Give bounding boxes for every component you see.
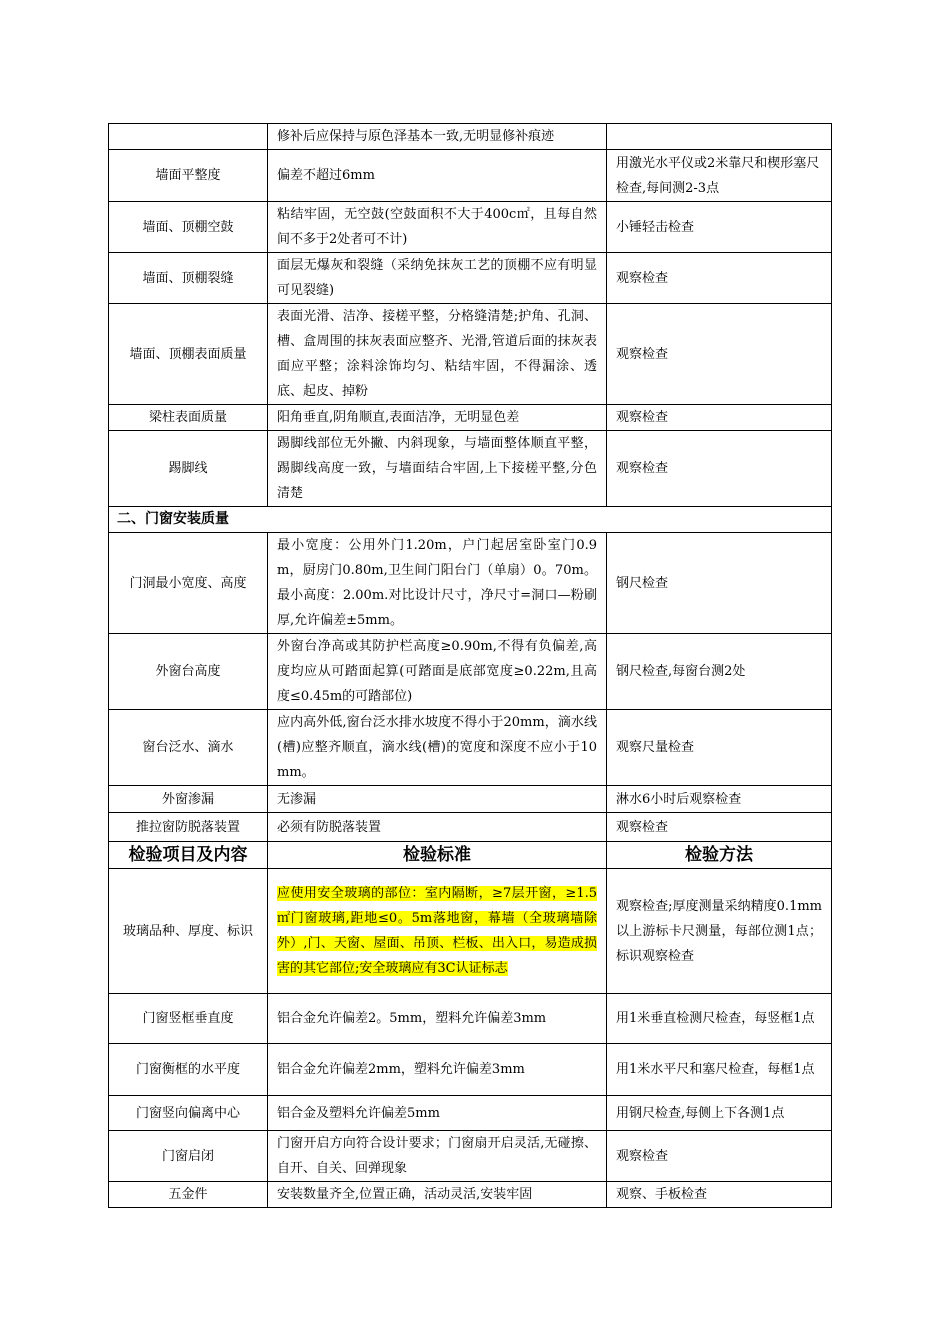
table-row [109, 202, 832, 253]
standard-cell: 踢脚线部位无外撇、内斜现象，与墙面整体顺直平整，踢脚线高度一致，与墙面结合牢固,上下接槎平整,分色清楚 [268, 431, 607, 507]
table-row [109, 1131, 832, 1182]
method-cell: 观察检查 [607, 304, 832, 405]
header-row [109, 842, 832, 869]
item-cell: 踢脚线 [109, 431, 268, 507]
table-row [109, 304, 832, 405]
highlighted-standard-text: 应使用安全玻璃的部位：室内隔断，≥7层开窗，≥1.5㎡门窗玻璃,距地≤0。5m落地窗，幕墙（全玻璃墙除外）,门、天窗、屋面、吊顶、栏板、出入口，易造成损害的其它部位;安全玻璃应有3C认证标志 [277, 886, 597, 976]
method-cell: 用钢尺检查,每侧上下各测1点 [607, 1096, 832, 1131]
table-row [109, 786, 832, 813]
item-cell: 窗台泛水、滴水 [109, 710, 268, 786]
standard-cell: 安装数量齐全,位置正确，活动灵活,安装牢固 [268, 1182, 607, 1208]
standard-cell: 粘结牢固，无空鼓(空鼓面积不大于400c㎡，且每自然间不多于2处者可不计) [268, 202, 607, 253]
method-cell: 小锤轻击检查 [607, 202, 832, 253]
item-cell: 门窗启闭 [109, 1131, 268, 1182]
method-cell: 钢尺检查,每窗台测2处 [607, 634, 832, 710]
table-row [109, 710, 832, 786]
standard-cell: 铝合金允许偏差2mm，塑料允许偏差3mm [268, 1044, 607, 1096]
method-cell: 钢尺检查 [607, 533, 832, 634]
method-cell: 淋水6小时后观察检查 [607, 786, 832, 813]
method-cell: 观察检查 [607, 405, 832, 431]
item-cell: 墙面、顶棚表面质量 [109, 304, 268, 405]
section-title: 二、门窗安装质量 [109, 507, 832, 533]
item-cell: 墙面平整度 [109, 150, 268, 202]
method-cell: 观察、手板检查 [607, 1182, 832, 1208]
header-item: 检验项目及内容 [109, 842, 268, 869]
method-cell: 观察检查;厚度测量采纳精度0.1mm以上游标卡尺测量，每部位测1点；标识观察检查 [607, 869, 832, 994]
table-row [109, 1096, 832, 1131]
standard-cell: 外窗台净高或其防护栏高度≥0.90m,不得有负偏差,高度均应从可踏面起算(可踏面是底部宽度≥0.22m,且高度≤0.45m的可踏部位) [268, 634, 607, 710]
table-row [109, 813, 832, 842]
header-method: 检验方法 [607, 842, 832, 869]
table-row [109, 533, 832, 634]
standard-cell: 无渗漏 [268, 786, 607, 813]
item-cell [109, 124, 268, 150]
header-standard: 检验标准 [268, 842, 607, 869]
table-row [109, 405, 832, 431]
table-row [109, 1044, 832, 1096]
item-cell: 门洞最小宽度、高度 [109, 533, 268, 634]
method-cell: 用1米垂直检测尺检查，每竖框1点 [607, 994, 832, 1044]
item-cell: 梁柱表面质量 [109, 405, 268, 431]
item-cell: 推拉窗防脱落装置 [109, 813, 268, 842]
method-cell: 观察检查 [607, 431, 832, 507]
method-cell: 观察检查 [607, 1131, 832, 1182]
item-cell: 门窗衡框的水平度 [109, 1044, 268, 1096]
table-row [109, 124, 832, 150]
item-cell: 墙面、顶棚空鼓 [109, 202, 268, 253]
method-cell: 观察尺量检查 [607, 710, 832, 786]
item-cell: 外窗台高度 [109, 634, 268, 710]
table-row [109, 994, 832, 1044]
method-cell: 观察检查 [607, 813, 832, 842]
method-cell: 用激光水平仪或2米靠尺和楔形塞尺检查,每间测2-3点 [607, 150, 832, 202]
table-row [109, 634, 832, 710]
item-cell: 五金件 [109, 1182, 268, 1208]
inspection-table [108, 123, 832, 1208]
standard-cell: 最小宽度：公用外门1.20m，户门起居室卧室门0.9m，厨房门0.80m,卫生间门阳台门（单扇）0。70m。最小高度：2.00m.对比设计尺寸，净尺寸=洞口—粉刷厚,允许偏差±5mm。 [268, 533, 607, 634]
item-cell: 玻璃品种、厚度、标识 [109, 869, 268, 994]
table-row [109, 869, 832, 994]
standard-cell: 表面光滑、洁净、接槎平整，分格缝清楚;护角、孔洞、槽、盒周围的抹灰表面应整齐、光滑,管道后面的抹灰表面应平整；涂料涂饰均匀、粘结牢固，不得漏涂、透底、起皮、掉粉 [268, 304, 607, 405]
standard-cell: 面层无爆灰和裂缝（采纳免抹灰工艺的顶棚不应有明显可见裂缝) [268, 253, 607, 304]
standard-cell: 修补后应保持与原色泽基本一致,无明显修补痕迹 [268, 124, 607, 150]
standard-cell: 应内高外低,窗台泛水排水坡度不得小于20mm，滴水线(槽)应整齐顺直，滴水线(槽)的宽度和深度不应小于10mm。 [268, 710, 607, 786]
standard-cell: 门窗开启方向符合设计要求；门窗扇开启灵活,无碰擦、自开、自关、回弹现象 [268, 1131, 607, 1182]
item-cell: 墙面、顶棚裂缝 [109, 253, 268, 304]
table-row [109, 150, 832, 202]
standard-cell: 铝合金允许偏差2。5mm，塑料允许偏差3mm [268, 994, 607, 1044]
item-cell: 门窗竖框垂直度 [109, 994, 268, 1044]
table-row [109, 1182, 832, 1208]
method-cell: 观察检查 [607, 253, 832, 304]
table-row [109, 253, 832, 304]
item-cell: 门窗竖向偏离中心 [109, 1096, 268, 1131]
standard-cell: 偏差不超过6mm [268, 150, 607, 202]
section-row [109, 507, 832, 533]
table-row [109, 431, 832, 507]
standard-cell: 必须有防脱落装置 [268, 813, 607, 842]
standard-cell: 铝合金及塑料允许偏差5mm [268, 1096, 607, 1131]
method-cell [607, 124, 832, 150]
standard-cell: 阳角垂直,阴角顺直,表面洁净，无明显色差 [268, 405, 607, 431]
standard-cell [268, 869, 607, 994]
method-cell: 用1米水平尺和塞尺检查，每框1点 [607, 1044, 832, 1096]
item-cell: 外窗渗漏 [109, 786, 268, 813]
